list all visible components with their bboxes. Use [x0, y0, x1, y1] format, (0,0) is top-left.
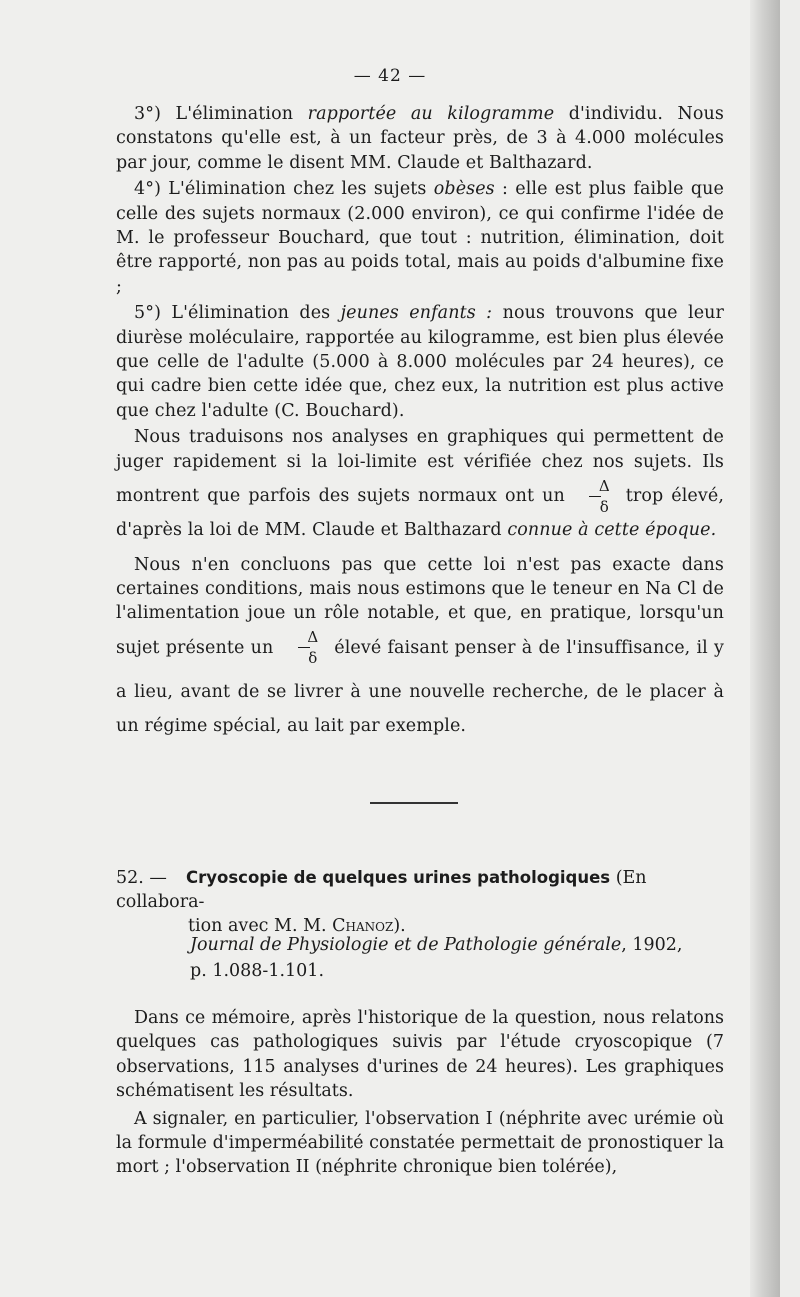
paragraph-9: A signaler, en particulier, l'observation I (néphrite avec urémie où la formule d'imperméabilité constatée permettait de pronostiquer la mort ; l'observation II (néphrite chronique bien tolérée),	[116, 1108, 724, 1178]
paragraph-7-part1: Nous n'en concluons pas que cette loi n'est pas exacte dans certaines conditions, mais nous estimons que le teneur en Na Cl de l'alimentation joue un rôle notable, et que, en pratique, lorsqu'un	[116, 554, 724, 624]
delta-fraction	[579, 476, 612, 516]
paragraph-3	[116, 102, 724, 175]
citation-pages: p. 1.088-1.101.	[190, 961, 325, 981]
paragraph-5	[116, 301, 724, 423]
paragraph-6-line3: d'après la loi de MM. Claude et Balthazard	[116, 520, 508, 541]
entry-number	[116, 866, 186, 890]
paragraph-6-before-fraction: montrent que parfois des sujets normaux ont un	[116, 486, 565, 507]
paragraph-7-before-fraction: sujet présente un	[116, 637, 274, 658]
paragraph-5-italic: jeunes enfants :	[340, 303, 493, 324]
paragraph-3-prefix: 3°) L'élimination	[134, 104, 308, 124]
entry-number-text: 52.	[116, 868, 144, 888]
section-divider	[370, 802, 458, 804]
citation-year: , 1902,	[621, 935, 683, 955]
citation-line1	[190, 932, 724, 958]
entry-dash: —	[149, 868, 167, 888]
entry-first-line	[116, 866, 724, 914]
paragraph-4	[116, 177, 724, 299]
delta-fraction-2	[287, 630, 320, 666]
upper-text-block	[116, 102, 724, 738]
entry-cont-suffix: ).	[393, 916, 406, 936]
paragraph-5-rest: nous trouvons que leur diurèse moléculaire, rapportée au kilogramme, est bien plus élevée que celle de l'adulte (5.000 à 8.000 molécules par 24 heures), ce qui cadre bien cette idée que, chez eux, la nutrition est plus active que chez l'adulte (C. Bouchard).	[116, 303, 724, 421]
journal-citation	[190, 932, 724, 984]
entry-cont-prefix: tion avec M. M.	[188, 916, 333, 936]
paragraph-6-line1: Nous traduisons nos analyses en graphiques qui permettent de juger rapidement si la loi-limite est vérifiée chez nos sujets. Ils	[116, 427, 724, 472]
entry-author: Chanoz	[332, 916, 394, 936]
paragraph-4-italic: obèses	[433, 179, 495, 200]
paragraph-3-rest: d'individu. Nous constatons qu'elle est, à un facteur près, de 3 à 4.000 molécules par jour, comme le disent MM. Claude et Balthazard.	[116, 104, 724, 173]
citation-journal: Journal de Physiologie et de Pathologie générale	[190, 935, 622, 955]
entry-after-title: (En collabora-	[116, 868, 647, 912]
entry-title: Cryoscopie de quelques urines pathologiques	[186, 868, 611, 887]
paragraph-8: Dans ce mémoire, après l'historique de la question, nous relatons quelques cas pathologiques suivis par l'étude cryoscopique (7 observations, 115 analyses d'urines de 24 heures). Les graphiques schématisent les résultats.	[116, 1008, 724, 1102]
paragraph-7-part2: lieu, avant de se livrer à une nouvelle recherche, de le placer à un régime spécial, au lait par exemple.	[116, 681, 724, 736]
paragraph-3-italic: rapportée au kilogramme	[307, 104, 555, 124]
page-edge-shadow	[750, 0, 780, 1297]
paragraph-5-prefix: 5°) L'élimination des	[134, 303, 341, 324]
page-number: — 42 —	[353, 66, 427, 86]
paragraph-4-prefix: 4°) L'élimination chez les sujets	[134, 179, 434, 200]
paragraph-6-frac-line	[116, 476, 724, 516]
paragraph-4-rest: : elle est plus faible que celle des sujets normaux (2.000 environ), ce qui confirme l'idée de M. le professeur Bouchard, que tout : nutrition, élimination, doit être rapporté, non pas au poids total, mais au poids d'albumine fixe ;	[116, 179, 725, 297]
fraction-denominator: δ	[599, 497, 609, 516]
bibliography-entry	[116, 866, 724, 938]
citation-line2	[190, 958, 724, 984]
paragraph-6-italic: connue à cette époque.	[507, 520, 717, 541]
fraction-numerator: Δ	[598, 476, 610, 495]
paragraph-6-after-fraction: trop élevé,	[625, 486, 724, 507]
fraction-numerator: Δ	[307, 628, 319, 647]
paragraph-7	[116, 553, 724, 739]
fraction-denominator: δ	[308, 649, 318, 668]
paragraph-7-after-fraction: élevé faisant penser à de l'insuffisance, il y a	[116, 637, 724, 702]
lower-text-block	[116, 1006, 724, 1180]
paragraph-6	[116, 425, 724, 542]
